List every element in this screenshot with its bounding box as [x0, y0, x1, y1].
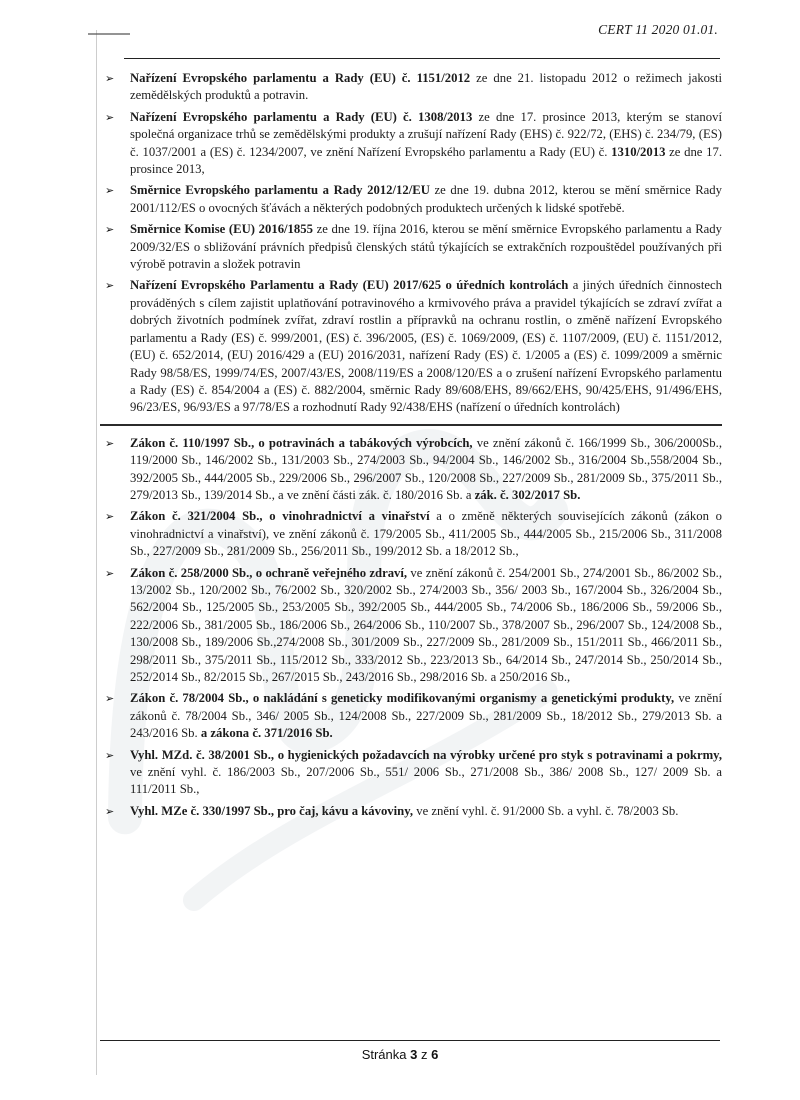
- arrow-bullet-icon: ➢: [105, 693, 115, 706]
- section-divider: [100, 424, 722, 426]
- item-text-normal: ze dne 19. října 2016, kterou se mění směrnice Evropského parlamentu a Rady 2009/32/ES o sbližování právních předpisů členských států týkajících se extrakčních rozpouštědel používaných při výrobě potravin a složek potravin: [130, 222, 722, 272]
- list-item: [100, 435, 722, 505]
- arrow-bullet-icon: ➢: [105, 185, 115, 198]
- page-total: 6: [431, 1047, 439, 1062]
- arrow-bullet-icon: ➢: [105, 805, 115, 818]
- arrow-bullet-icon: ➢: [105, 511, 115, 524]
- item-text-normal: ze dne 21. listopadu 2012 o režimech jakosti zemědělských produktů a potravin.: [130, 71, 723, 103]
- list-item: [100, 109, 722, 179]
- item-text-bold: Zákon č. 258/2000 Sb., o ochraně veřejného zdraví,: [130, 565, 408, 580]
- item-text-normal: ve znění zákonů č. 254/2001 Sb., 274/2001 Sb., 86/2002 Sb., 13/2002 Sb., 120/2002 Sb., 76/2002 Sb., 320/2002 Sb., 274/2003 Sb., 356/ 2003 Sb., 167/2004 Sb., 326/2004 Sb., 562/2004 Sb., 125/2005 Sb., 253/2005 Sb., 392/2005 Sb., 444/2005 Sb., 74/2006 Sb., 186/2006 Sb., 59/2006 Sb., 222/2006 Sb., 381/2005 Sb., 186/2006 Sb., 264/2006 Sb., 110/2007 Sb., 378/2007 Sb., 296/2007 Sb., 124/2008 Sb., 130/2008 Sb., 189/2006 Sb.,274/2008 Sb., 301/2009 Sb., 227/2009 Sb., 281/2009 Sb., 151/2011 Sb., 466/2011 Sb., 298/2011 Sb., 375/2011 Sb., 115/2012 Sb., 333/2012 Sb., 223/2013 Sb., 64/2014 Sb., 247/2014 Sb., 250/2014 Sb., 252/2014 Sb., 82/2015 Sb., 267/2015 Sb., 243/2016 Sb., 298/2016 Sb. a 250/2016 Sb.,: [130, 565, 723, 684]
- page-of-label: z: [417, 1047, 432, 1062]
- item-text-normal: ve znění vyhl. č. 91/2000 Sb. a vyhl. č. 78/2003 Sb.: [413, 803, 679, 818]
- item-text-bold: Zákon č. 321/2004 Sb., o vinohradnictví a vinařství: [130, 509, 430, 524]
- item-text-bold: Vyhl. MZd. č. 38/2001 Sb., o hygienických požadavcích na výrobky určené pro styk s potravinami a pokrmy,: [130, 747, 722, 762]
- item-text: [130, 183, 722, 214]
- header-divider: [124, 58, 720, 59]
- item-text: [130, 566, 722, 684]
- item-text-bold: Zákon č. 110/1997 Sb., o potravinách a tabákových výrobcích,: [130, 435, 473, 450]
- list-item: [100, 277, 722, 416]
- eu-regulations-group: [100, 70, 722, 417]
- item-text-normal: a o změně některých souvisejících zákonů (zákon o vinohradnictví a vinařství), ve znění zákonů č. 179/2005 Sb., 411/2005 Sb., 444/2005 Sb., 215/2006 Sb., 311/2008 Sb., 227/2009 Sb., 281/2009 Sb., 256/2011 Sb., 199/2012 Sb. a 18/2012 Sb.,: [130, 509, 722, 559]
- arrow-bullet-icon: ➢: [105, 224, 115, 237]
- arrow-bullet-icon: ➢: [105, 73, 115, 85]
- item-text-bold: Zákon č. 78/2004 Sb., o nakládání s geneticky modifikovanými organismy a genetickými produkty,: [130, 691, 675, 706]
- item-text-bold: a zákona č. 371/2016 Sb.: [200, 726, 333, 741]
- page-number: [0, 1047, 800, 1062]
- list-item: [100, 565, 722, 687]
- item-text: [130, 110, 722, 176]
- scan-edge-line: [96, 30, 97, 1075]
- arrow-bullet-icon: ➢: [105, 749, 115, 762]
- item-text: [130, 804, 678, 818]
- footer-divider: [100, 1040, 720, 1041]
- item-text: [130, 278, 722, 414]
- arrow-bullet-icon: ➢: [105, 437, 115, 450]
- list-item: [100, 70, 722, 105]
- arrow-bullet-icon: ➢: [105, 280, 115, 293]
- item-text: [130, 71, 722, 102]
- item-text-normal: a jiných úředních činnostech prováděných s cílem zajistit uplatňování potravinového a krmivového práva a pravidel týkajících se zdraví zvířat a dobrých životních podmínek zvířat, zdraví rostlin a přípravků na ochranu rostlin, o změně nařízení Evropského parlamentu a Rady (ES) č. 999/2001, (ES) č. 396/2005, (ES) č. 1069/2009, (ES) č. 1107/2009, (EU) č. 1151/2012, (EU) č. 652/2014, (EU) 2016/429 a (EU) 2016/2031, nařízení Rady (ES) č. 1/2005 a (ES) č. 1099/2009 a směrnic Rady 98/58/ES, 1999/74/ES, 2007/43/ES, 2008/119/ES a 2008/120/ES a o zrušení nařízení Evropského parlamentu a Rady (ES) č. 854/2004 a (ES) č. 882/2004, směrnic Rady 89/608/EHS, 89/662/EHS, 90/425/EHS, 91/496/EHS, 96/23/ES, 96/93/ES a 97/78/ES a rozhodnutí Rady 92/438/EHS (nařízení o úředních kontrolách): [130, 278, 722, 415]
- list-item: [100, 221, 722, 273]
- doc-code: CERT 11 2020 01.01.: [598, 22, 718, 37]
- page-current: 3: [410, 1047, 418, 1062]
- item-text-normal: ve znění zákonů č. 166/1999 Sb., 306/2000Sb., 119/2000 Sb., 146/2002 Sb., 131/2003 Sb., 274/2003 Sb., 94/2004 Sb., 146/2002 Sb., 316/2004 Sb.,558/2004 Sb., 392/2005 Sb., 444/2005 Sb., 229/2006 Sb., 296/2007 Sb., 120/2008 Sb., 227/2009 Sb., 281/2009 Sb., 375/2011 Sb., 279/2013 Sb., 139/2014 Sb., a ve znění části zák. č. 180/2016 Sb. a: [130, 435, 722, 502]
- item-text: [130, 691, 722, 740]
- item-text-normal: ze dne 19. dubna 2012, kterou se mění směrnice Rady 2001/112/ES o ovocných šťávách a některých podobných produktech určených k lidské spotřebě.: [130, 183, 722, 215]
- item-text-bold: Nařízení Evropského parlamentu a Rady (EU) č. 1151/2012: [130, 71, 471, 85]
- list-item: [100, 803, 722, 820]
- item-text-bold: Vyhl. MZe č. 330/1997 Sb., pro čaj, kávu a kávoviny,: [130, 803, 414, 818]
- item-text-normal: ve znění zákonů č. 78/2004 Sb., 346/ 2005 Sb., 124/2008 Sb., 227/2009 Sb., 281/2009 Sb., 18/2012 Sb., 279/2013 Sb. a 243/2016 Sb.: [130, 691, 723, 741]
- item-text: [130, 436, 722, 502]
- item-text-bold: Nařízení Evropského Parlamentu a Rady (EU) 2017/625 o úředních kontrolách: [130, 278, 569, 293]
- item-text-bold: Směrnice Komise (EU) 2016/1855: [130, 222, 313, 237]
- item-text: [130, 748, 722, 797]
- item-text-bold: Nařízení Evropského parlamentu a Rady (EU) č. 1308/2013: [130, 109, 473, 124]
- item-text: [130, 509, 722, 558]
- item-text: [130, 222, 722, 271]
- item-text-normal: ve znění vyhl. č. 186/2003 Sb., 207/2006 Sb., 551/ 2006 Sb., 271/2008 Sb., 386/ 2008 Sb., 127/ 2009 Sb. a 111/2011 Sb.,: [130, 765, 722, 797]
- item-text-bold: Směrnice Evropského parlamentu a Rady 2012/12/EU: [130, 183, 430, 198]
- national-laws-group: [100, 435, 722, 821]
- list-item: [100, 508, 722, 560]
- item-text-bold: zák. č. 302/2017 Sb.: [474, 487, 581, 502]
- page-label: Stránka: [361, 1047, 411, 1062]
- arrow-bullet-icon: ➢: [105, 111, 115, 124]
- list-item: [100, 182, 722, 217]
- list-item: [100, 747, 722, 799]
- item-text-normal: ze dne 17. prosince 2013, kterým se stanoví společná organizace trhů se zemědělskými produkty a zrušují nařízení Rady (EHS) č. 922/72, (EHS) č. 234/79, (ES) č. 1037/2001 a (ES) č. 1234/2007, ve znění Nařízení Evropského parlamentu a Rady (EU) č.: [130, 109, 722, 159]
- item-text-bold: 1310/2013: [611, 144, 666, 159]
- regulation-list: [100, 70, 722, 824]
- scan-mark: [88, 33, 130, 35]
- arrow-bullet-icon: ➢: [105, 567, 115, 580]
- list-item: [100, 690, 722, 742]
- item-text-normal: ze dne 17. prosince 2013,: [130, 144, 722, 177]
